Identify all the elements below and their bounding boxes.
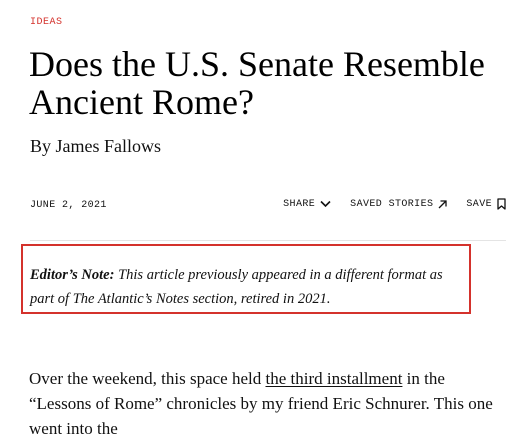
divider: [30, 240, 506, 241]
body-text-start: Over the weekend, this space held: [29, 369, 266, 388]
section-tag[interactable]: IDEAS: [30, 17, 63, 28]
editor-note-text: This article previously appeared in a different format as part of The Atlantic’s Notes section, retired in 2021.: [30, 267, 443, 307]
chevron-down-icon: [320, 200, 331, 208]
third-installment-link[interactable]: the third installment: [265, 369, 403, 388]
arrow-up-right-icon: [438, 200, 447, 209]
editor-note-label: Editor’s Note:: [30, 267, 115, 283]
bookmark-icon: [497, 198, 506, 210]
body-text-end: in the “Lessons of Rome” chronicles by my friend Eric Schnurer. This one went into the: [29, 369, 493, 438]
publish-date: JUNE 2, 2021: [30, 200, 107, 211]
share-button[interactable]: [283, 199, 331, 210]
saved-stories-link[interactable]: [350, 199, 447, 210]
save-label: SAVE: [466, 198, 492, 210]
share-label: SHARE: [283, 198, 316, 210]
byline: By James Fallows: [30, 136, 162, 156]
meta-row: [30, 198, 506, 214]
headline: Does the U.S. Senate Resemble Ancient Rome?: [29, 44, 485, 122]
save-button[interactable]: [466, 198, 506, 210]
editor-note: [30, 263, 470, 311]
article-actions: [283, 198, 506, 210]
saved-stories-label: SAVED STORIES: [350, 198, 434, 210]
body-paragraph: [29, 366, 499, 441]
